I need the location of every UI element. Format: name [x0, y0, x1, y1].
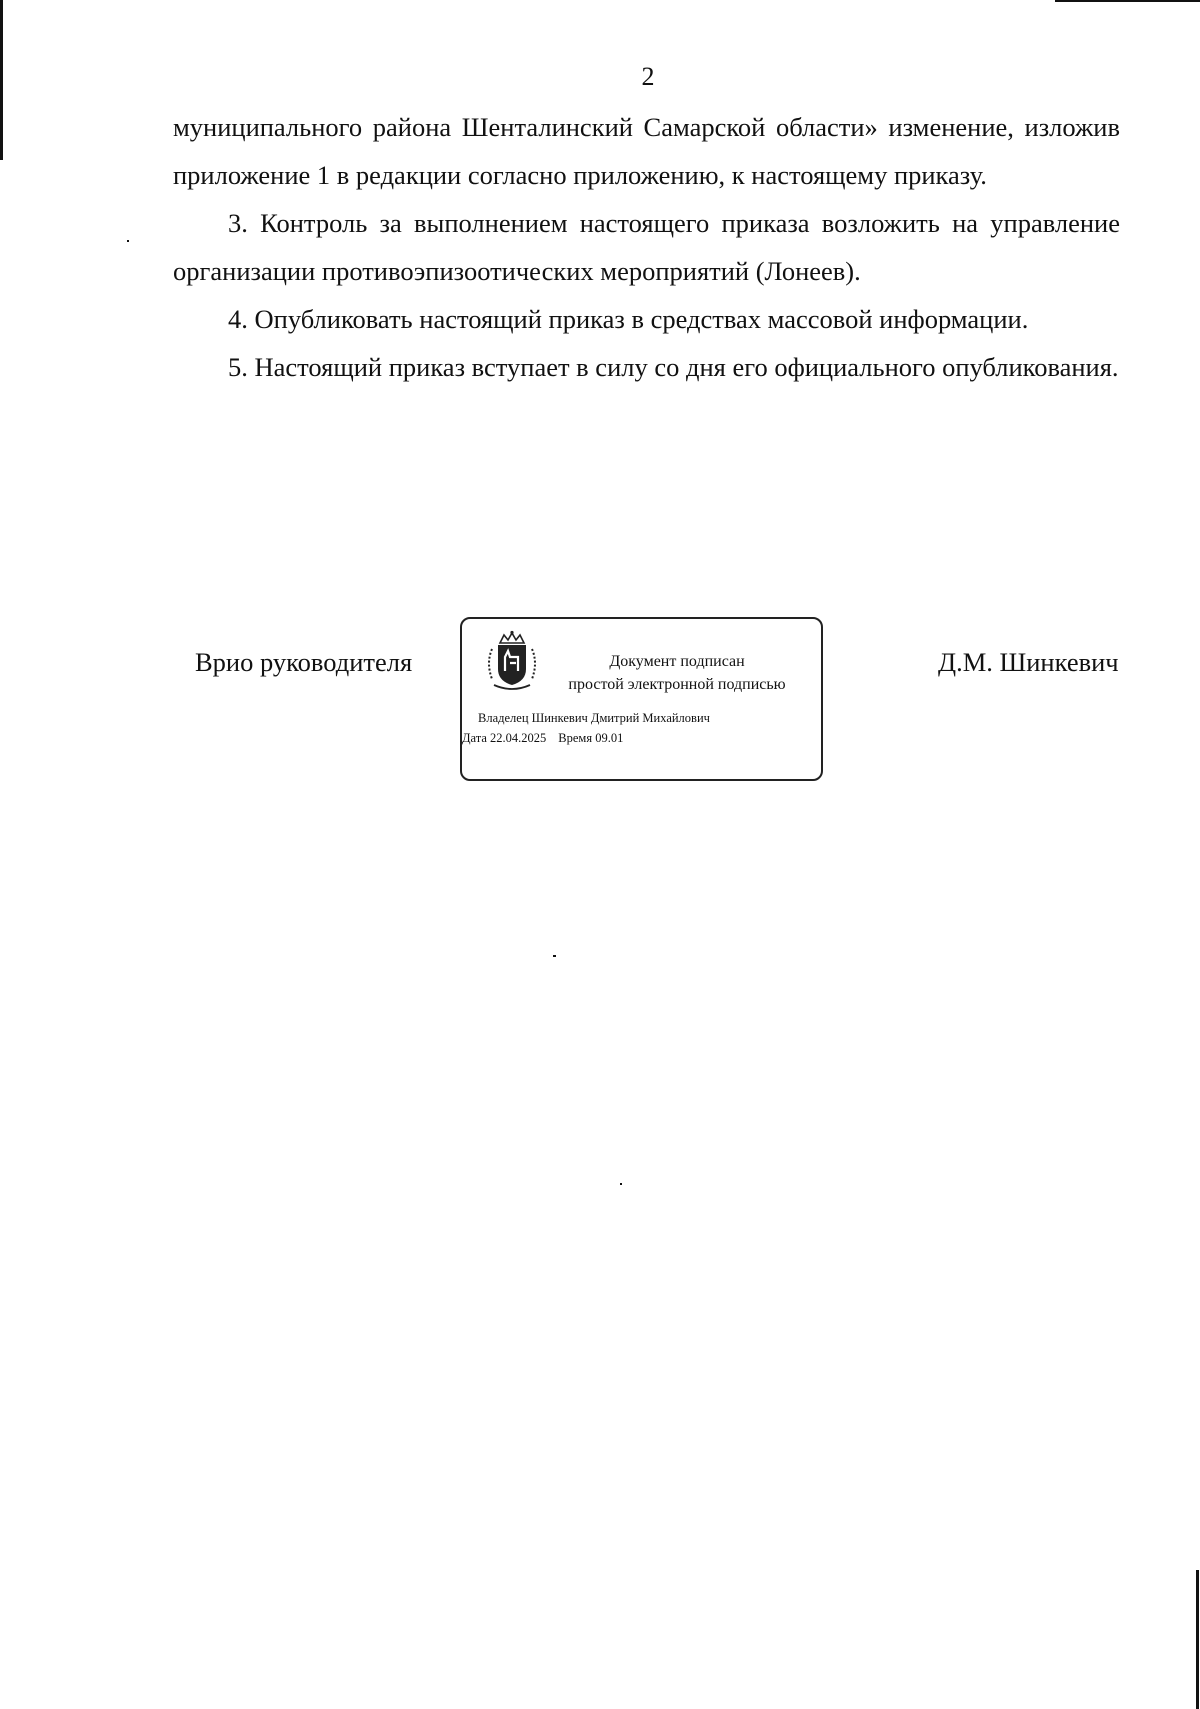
scan-dot — [620, 1183, 622, 1185]
stamp-time: Время 09.01 — [558, 731, 624, 745]
signer-position: Врио руководителя — [195, 647, 413, 677]
stamp-title — [542, 650, 812, 696]
paragraph-item-5: 5. Настоящий приказ вступает в силу со дня его официального опубликования. — [228, 352, 1119, 382]
electronic-signature-stamp — [460, 617, 823, 781]
document-body — [173, 103, 1120, 391]
signer-name: Д.М. Шинкевич — [938, 647, 1119, 677]
samara-coat-of-arms-icon — [480, 629, 544, 693]
scan-edge-mark-right — [1196, 1570, 1199, 1709]
signature-block — [0, 617, 1200, 787]
scan-dot — [127, 240, 129, 242]
page-number: 2 — [641, 62, 655, 91]
stamp-date: Дата 22.04.2025 — [462, 731, 547, 745]
stamp-date-time — [462, 731, 623, 746]
scan-edge-mark-top-right — [1055, 0, 1200, 2]
stamp-title-line-1: Документ подписан — [609, 653, 745, 670]
scan-edge-mark-left — [0, 0, 3, 160]
paragraph-item-3: 3. Контроль за выполнением настоящего приказа возложить на управление организации противоэпизоотических мероприятий (Лонеев). — [173, 208, 1120, 286]
paragraph-continuation: муниципального района Шенталинский Самарской области» изменение, изложив приложение 1 в редакции согласно приложению, к настоящему приказу. — [173, 112, 1120, 190]
paragraph-item-4: 4. Опубликовать настоящий приказ в средствах массовой информации. — [228, 304, 1029, 334]
stamp-owner: Владелец Шинкевич Дмитрий Михайлович — [478, 711, 710, 725]
scan-dot — [553, 955, 556, 957]
stamp-title-line-2: простой электронной подписью — [568, 676, 786, 693]
